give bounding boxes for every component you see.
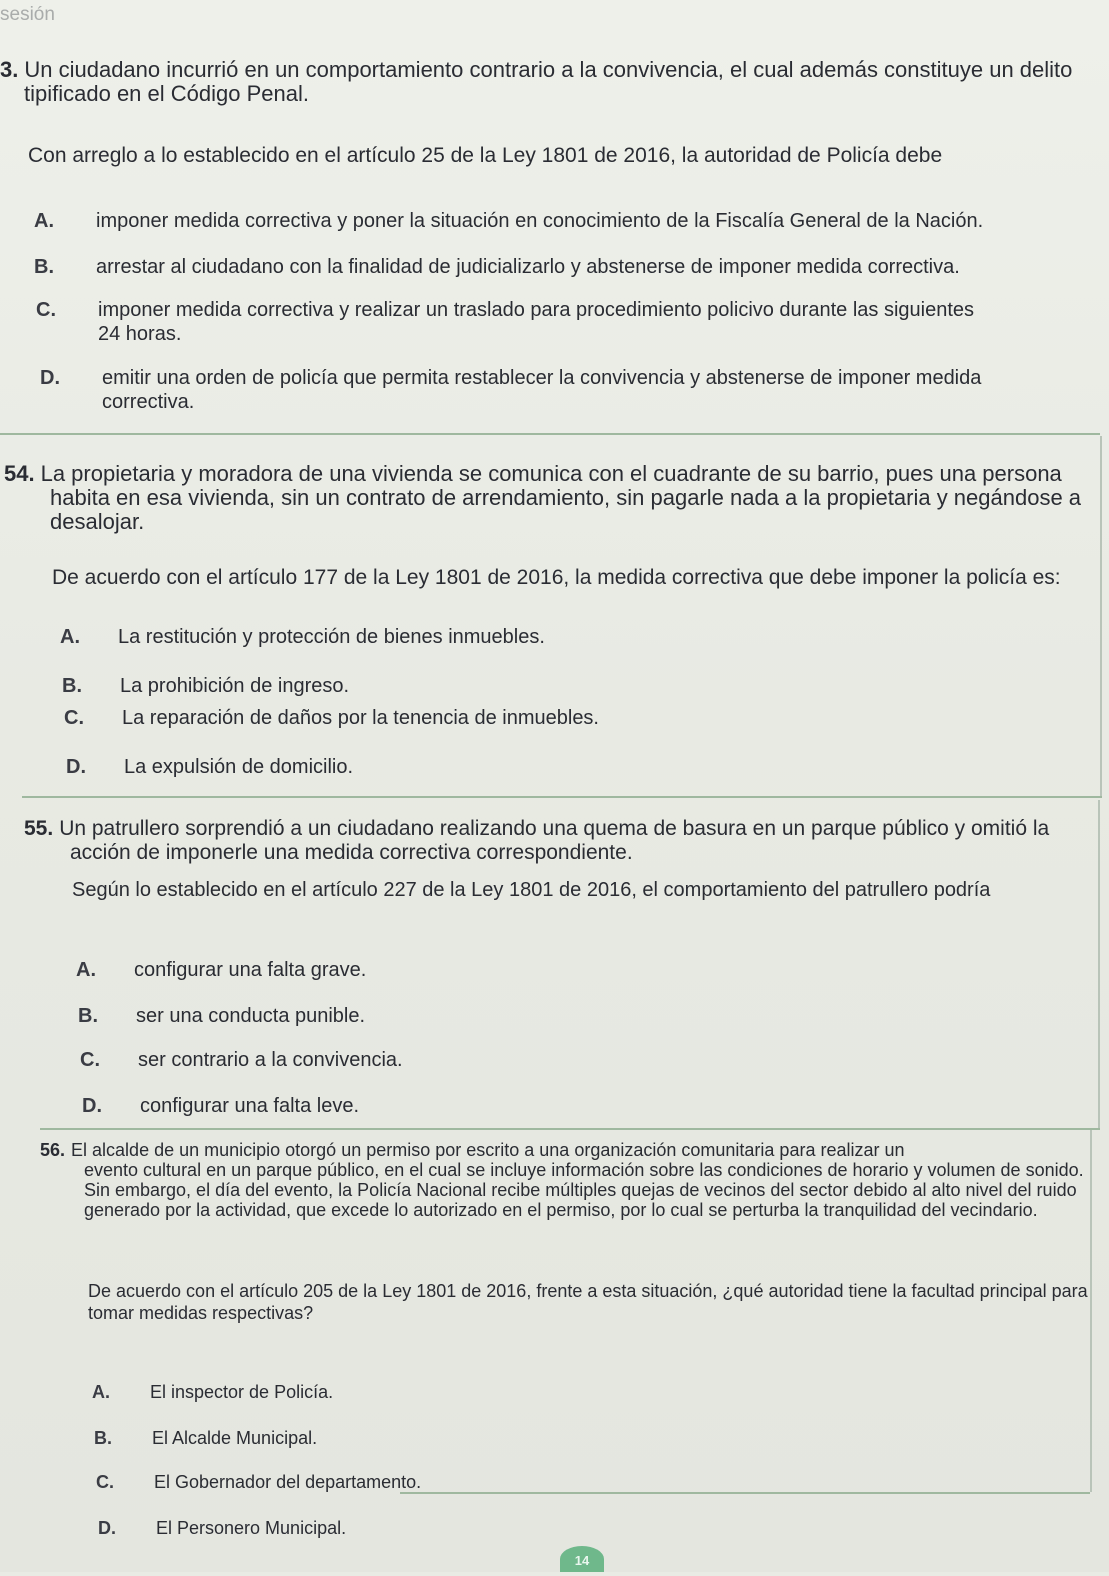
divider bbox=[22, 796, 1102, 798]
option-letter: C. bbox=[64, 707, 84, 729]
option-a[interactable] bbox=[92, 1380, 992, 1404]
option-text: La reparación de daños por la tenencia de inmuebles. bbox=[122, 707, 599, 729]
option-letter: A. bbox=[60, 626, 80, 648]
option-a[interactable] bbox=[60, 625, 1060, 649]
question-stem-continued: habita en esa vivienda, sin un contrato de arrendamiento, sin pagarle nada a la propietaria y negándose a desalojar. bbox=[50, 485, 1082, 534]
option-letter: C. bbox=[96, 1472, 114, 1492]
option-text: ser contrario a la convivencia. bbox=[138, 1049, 403, 1071]
question-stem: La propietaria y moradora de una vivienda se comunica con el cuadrante de su barrio, pues una persona bbox=[40, 461, 1062, 486]
question-54 bbox=[4, 462, 1100, 534]
option-b[interactable] bbox=[34, 255, 1094, 279]
question-stem-continued: tipificado en el Código Penal. bbox=[24, 81, 309, 106]
question-lead: De acuerdo con el artículo 205 de la Ley 1801 de 2016, frente a esta situación, ¿qué autoridad tiene la facultad principal para tomar medidas respectivas? bbox=[88, 1281, 1088, 1323]
option-d[interactable] bbox=[98, 1516, 998, 1540]
option-b[interactable] bbox=[62, 674, 1062, 698]
option-letter: B. bbox=[94, 1428, 112, 1448]
question-lead: Según lo establecido en el artículo 227 de la Ley 1801 de 2016, el comportamiento del patrullero podría bbox=[72, 879, 991, 901]
question-number: 54. bbox=[4, 461, 35, 486]
option-letter: B. bbox=[78, 1005, 98, 1027]
section-header: sesión bbox=[0, 4, 55, 25]
question-stem: Un patrullero sorprendió a un ciudadano realizando una quema de basura en un parque público y omitió la bbox=[59, 817, 1050, 840]
page-number: 14 bbox=[560, 1546, 604, 1572]
option-letter: C. bbox=[36, 299, 56, 321]
question-number: 56. bbox=[40, 1140, 66, 1160]
question-53 bbox=[0, 58, 1100, 106]
option-letter: D. bbox=[40, 367, 60, 389]
divider bbox=[400, 1492, 1090, 1494]
option-letter: B. bbox=[62, 675, 82, 697]
option-text: arrestar al ciudadano con la finalidad de judicializarlo y abstenerse de imponer medida correctiva. bbox=[96, 256, 960, 278]
question-lead: Con arreglo a lo establecido en el artículo 25 de la Ley 1801 de 2016, la autoridad de Policía debe bbox=[28, 144, 943, 167]
divider bbox=[0, 433, 1100, 435]
option-text: La restitución y protección de bienes inmuebles. bbox=[118, 626, 545, 648]
option-text: El Personero Municipal. bbox=[156, 1518, 347, 1538]
frame-edge bbox=[1090, 1130, 1092, 1492]
option-text-continued: correctiva. bbox=[102, 391, 195, 413]
frame-edge bbox=[1100, 436, 1102, 796]
question-56 bbox=[40, 1140, 1090, 1220]
question-stem-continued: acción de imponerle una medida correctiva correspondiente. bbox=[70, 841, 633, 864]
frame-edge bbox=[1098, 800, 1100, 1128]
option-b[interactable] bbox=[78, 1004, 978, 1028]
option-c[interactable] bbox=[80, 1048, 980, 1072]
option-text: El Alcalde Municipal. bbox=[152, 1428, 318, 1448]
question-stem-continued: evento cultural en un parque público, en el cual se incluye información sobre las condiciones de horario y volumen de sonido. Sin embargo, el día del evento, la Policía Nacional recibe múltiples quejas de vecinos del sector debido al alto nivel del ruido generado por la actividad, que excede lo autorizado en el permiso, por lo cual se perturba la tranquilidad del vecindario. bbox=[84, 1160, 1084, 1220]
option-b[interactable] bbox=[94, 1426, 994, 1450]
option-d[interactable] bbox=[82, 1094, 982, 1118]
option-a[interactable] bbox=[34, 209, 1094, 233]
option-c[interactable] bbox=[96, 1470, 996, 1494]
option-text-continued: 24 horas. bbox=[98, 323, 182, 345]
option-letter: C. bbox=[80, 1049, 100, 1071]
option-a[interactable] bbox=[76, 958, 976, 982]
option-c[interactable] bbox=[64, 706, 1064, 730]
option-text: El inspector de Policía. bbox=[150, 1382, 334, 1402]
option-letter: D. bbox=[66, 756, 86, 778]
question-lead: De acuerdo con el artículo 177 de la Ley 1801 de 2016, la medida correctiva que debe imponer la policía es: bbox=[52, 566, 1061, 589]
question-number: 3. bbox=[0, 57, 19, 82]
question-55 bbox=[24, 817, 1100, 865]
option-c[interactable] bbox=[36, 298, 1096, 346]
option-d[interactable] bbox=[40, 366, 1100, 414]
option-d[interactable] bbox=[66, 755, 1066, 779]
option-letter: D. bbox=[82, 1095, 102, 1117]
option-text: La expulsión de domicilio. bbox=[124, 756, 354, 778]
option-text: emitir una orden de policía que permita restablecer la convivencia y abstenerse de imponer medida bbox=[102, 367, 982, 389]
divider bbox=[40, 1128, 1100, 1130]
option-letter: B. bbox=[34, 256, 54, 278]
question-number: 55. bbox=[24, 817, 54, 840]
question-stem: El alcalde de un municipio otorgó un permiso por escrito a una organización comunitaria para realizar un bbox=[71, 1140, 905, 1160]
option-letter: A. bbox=[76, 959, 96, 981]
option-text: imponer medida correctiva y realizar un traslado para procedimiento policivo durante las siguientes bbox=[98, 299, 975, 321]
option-text: imponer medida correctiva y poner la situación en conocimiento de la Fiscalía General de la Nación. bbox=[96, 210, 984, 232]
option-letter: A. bbox=[92, 1382, 110, 1402]
option-text: configurar una falta grave. bbox=[134, 959, 367, 981]
question-stem: Un ciudadano incurrió en un comportamiento contrario a la convivencia, el cual además constituye un delito bbox=[24, 57, 1073, 82]
option-letter: A. bbox=[34, 210, 54, 232]
option-text: ser una conducta punible. bbox=[136, 1005, 366, 1027]
option-text: configurar una falta leve. bbox=[140, 1095, 360, 1117]
option-letter: D. bbox=[98, 1518, 116, 1538]
option-text: El Gobernador del departamento. bbox=[154, 1472, 422, 1492]
option-text: La prohibición de ingreso. bbox=[120, 675, 350, 697]
